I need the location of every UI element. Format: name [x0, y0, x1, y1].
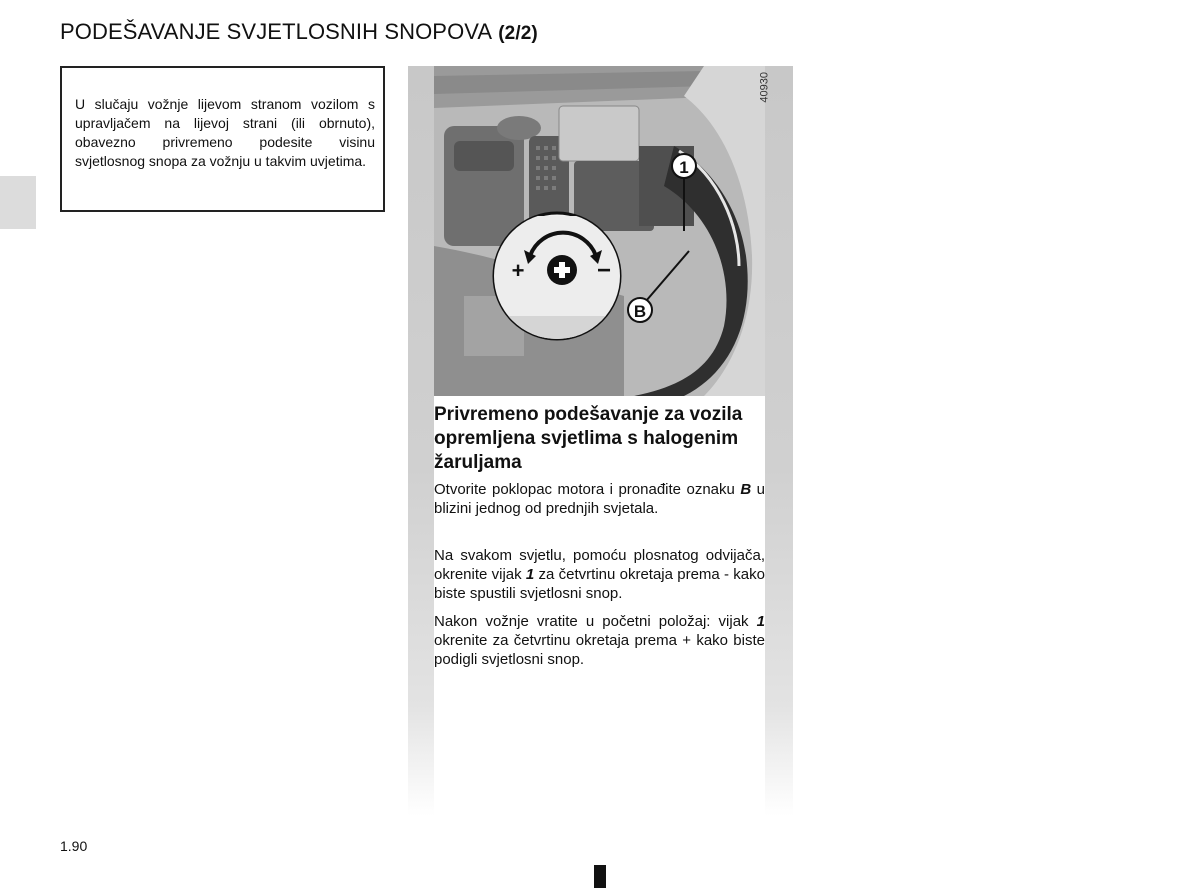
page-title-suffix: (2/2)	[498, 23, 538, 44]
page-number: 1.90	[60, 838, 88, 854]
paragraph-3-text-c: okrenite za četvrtinu okretaja prema + kako biste podigli svjetlosni snop.	[434, 632, 765, 668]
page-edge-marker	[594, 865, 606, 888]
page-title-text: PODEŠAVANJE SVJETLOSNIH SNOPOVA	[60, 19, 493, 44]
content-column	[408, 66, 793, 816]
engine-bay-svg	[434, 66, 765, 396]
screw-1-ref-2: 1	[756, 613, 765, 630]
page-title	[60, 19, 538, 45]
fuse-box	[559, 106, 639, 161]
note-text: U slučaju vožnje lijevom stranom vozilom s upravljačem na lijevoj strani (ili obrnuto), obavezno privremeno podesite visinu svjetlosnog snopa za vožnju u takvim uvjetima.	[75, 96, 375, 169]
paragraph-1	[434, 480, 765, 518]
screw-1-ref: 1	[525, 566, 535, 583]
callout-label-b: B	[633, 302, 647, 321]
note-box	[60, 66, 385, 212]
paragraph-2-text-a: Na svakom svjetlu, pomoću plosnatog odvijača, okrenite vijak	[434, 547, 765, 583]
plus-sign: +	[511, 258, 525, 283]
figure-number: 40930	[759, 72, 771, 103]
marker-b-ref: B	[740, 481, 752, 498]
paragraph-1-text-a: Otvorite poklopac motora i pronađite oznaku	[434, 481, 741, 498]
engine-bay-illustration	[434, 66, 771, 396]
paragraph-3-text-a: Nakon vožnje vratite u početni položaj: vijak	[434, 613, 757, 630]
minus-sign: −	[596, 257, 612, 284]
paragraph-3	[434, 612, 765, 669]
section-heading: Privremeno podešavanje za vozila opremljena svjetlima s halogenim žaruljama	[434, 404, 743, 473]
paragraph-2-text-c: za četvrtinu okretaja prema - kako biste spustili svjetlosni snop.	[434, 566, 765, 602]
paragraph-1-text-c: u blizini jednog od prednjih svjetala.	[434, 481, 766, 517]
chapter-tab	[0, 176, 36, 229]
callout-label-1: 1	[679, 158, 689, 177]
content-column-inner	[434, 66, 771, 816]
paragraph-2	[434, 546, 765, 603]
